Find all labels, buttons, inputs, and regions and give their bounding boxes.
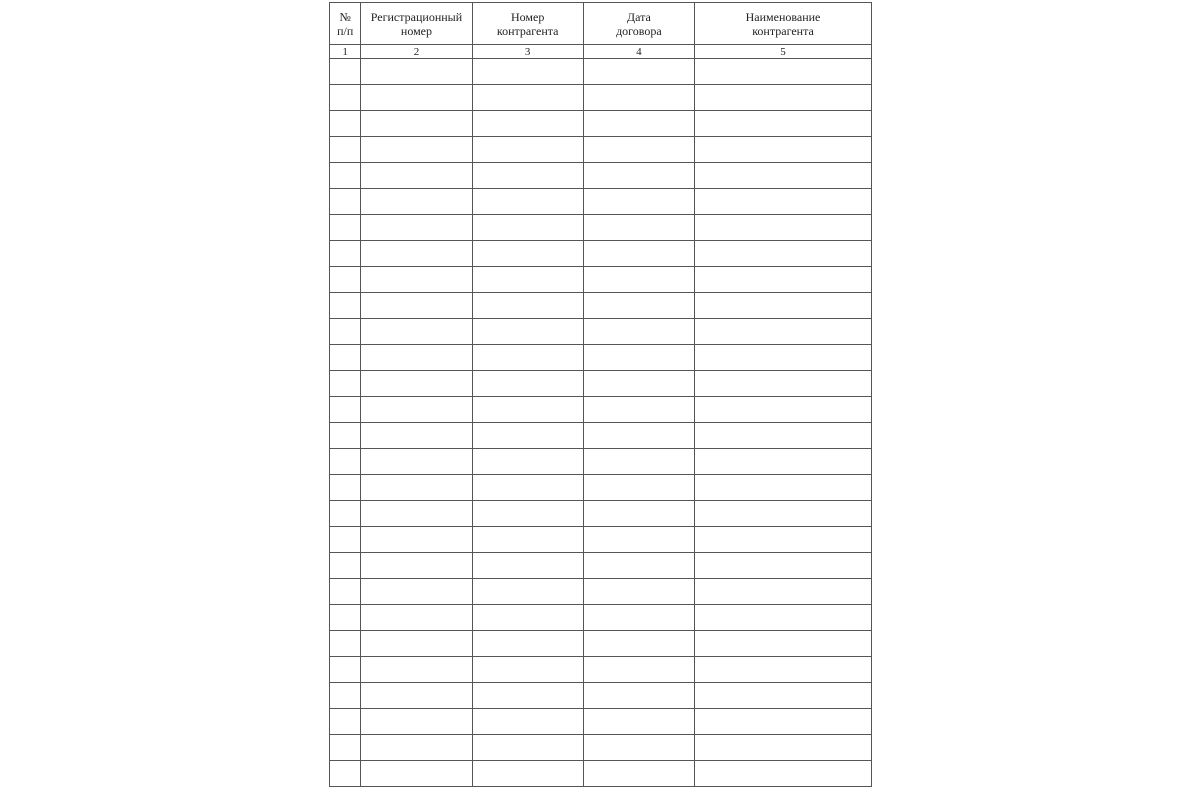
table-row [330, 449, 872, 475]
table-cell [330, 397, 361, 423]
table-cell [472, 709, 583, 735]
table-cell [361, 319, 472, 345]
table-cell [330, 189, 361, 215]
table-cell [472, 319, 583, 345]
table-cell [330, 111, 361, 137]
header-label: договора [616, 23, 662, 38]
table-row [330, 371, 872, 397]
table-cell [583, 371, 694, 397]
table-cell [361, 475, 472, 501]
table-row [330, 605, 872, 631]
table-cell [330, 371, 361, 397]
table-cell [330, 423, 361, 449]
table-cell [583, 423, 694, 449]
header-row [330, 3, 872, 45]
table-cell [695, 579, 872, 605]
table-cell [472, 657, 583, 683]
table-cell [330, 553, 361, 579]
table-cell [330, 683, 361, 709]
table-cell [583, 553, 694, 579]
header-cell-number [330, 3, 361, 45]
table-cell [361, 189, 472, 215]
table-cell [695, 761, 872, 787]
column-number-row [330, 45, 872, 59]
column-number: 4 [583, 45, 694, 59]
table-cell [472, 449, 583, 475]
table-row [330, 397, 872, 423]
header-label: № [339, 9, 351, 24]
table-cell [330, 319, 361, 345]
header-label: Наименование [745, 9, 821, 24]
table-cell [583, 137, 694, 163]
table-cell [472, 397, 583, 423]
table-cell [472, 605, 583, 631]
table-row [330, 553, 872, 579]
table-row [330, 657, 872, 683]
table-cell [330, 85, 361, 111]
table-cell [583, 189, 694, 215]
table-cell [695, 345, 872, 371]
table-cell [330, 59, 361, 85]
table-cell [472, 683, 583, 709]
header-label: контрагента [496, 23, 559, 38]
table-cell [583, 527, 694, 553]
table-cell [695, 111, 872, 137]
table-row [330, 137, 872, 163]
table-cell [695, 735, 872, 761]
table-cell [330, 293, 361, 319]
table-cell [472, 371, 583, 397]
table-cell [330, 501, 361, 527]
table-cell [583, 709, 694, 735]
table-row [330, 293, 872, 319]
table-cell [472, 59, 583, 85]
table-cell [695, 631, 872, 657]
header-label: контрагента [752, 23, 814, 38]
table-cell [583, 449, 694, 475]
column-number: 1 [330, 45, 361, 59]
table-cell [361, 449, 472, 475]
table-cell [472, 163, 583, 189]
register-table [329, 2, 872, 787]
table-cell [361, 85, 472, 111]
table-cell [472, 553, 583, 579]
table-cell [361, 709, 472, 735]
table-cell [361, 423, 472, 449]
column-number: 3 [472, 45, 583, 59]
column-number: 2 [361, 45, 472, 59]
table-cell [472, 579, 583, 605]
table-cell [695, 449, 872, 475]
header-cell-registration-number [361, 3, 472, 45]
header-cell-counterparty-name [695, 3, 872, 45]
table-cell [472, 85, 583, 111]
table-cell [472, 345, 583, 371]
table-cell [583, 735, 694, 761]
table-cell [583, 501, 694, 527]
table-cell [472, 241, 583, 267]
table-cell [583, 215, 694, 241]
table-cell [695, 371, 872, 397]
table-cell [695, 137, 872, 163]
header-cell-contract-date [583, 3, 694, 45]
table-cell [583, 657, 694, 683]
table-cell [330, 605, 361, 631]
header-label: Дата [626, 9, 651, 24]
table-cell [330, 735, 361, 761]
table-row [330, 215, 872, 241]
table-cell [695, 709, 872, 735]
table-cell [583, 579, 694, 605]
table-cell [583, 397, 694, 423]
table-cell [472, 501, 583, 527]
table-cell [695, 59, 872, 85]
header-label: номер [400, 23, 433, 38]
table-cell [361, 397, 472, 423]
table-cell [583, 605, 694, 631]
table-cell [695, 241, 872, 267]
table-cell [472, 475, 583, 501]
table-cell [330, 709, 361, 735]
table-cell [472, 267, 583, 293]
table-cell [583, 293, 694, 319]
table-cell [695, 423, 872, 449]
table-cell [583, 761, 694, 787]
table-cell [472, 215, 583, 241]
table-row [330, 85, 872, 111]
table-row [330, 761, 872, 787]
table-cell [695, 85, 872, 111]
table-cell [583, 111, 694, 137]
table-cell [330, 631, 361, 657]
column-number: 5 [695, 45, 872, 59]
table-cell [583, 59, 694, 85]
table-cell [695, 605, 872, 631]
table-cell [330, 137, 361, 163]
table-cell [583, 241, 694, 267]
table-row [330, 631, 872, 657]
table-cell [330, 267, 361, 293]
table-row [330, 527, 872, 553]
table-row [330, 241, 872, 267]
table-body [330, 59, 872, 787]
table-cell [330, 527, 361, 553]
table-cell [695, 189, 872, 215]
table-row [330, 423, 872, 449]
table-cell [361, 163, 472, 189]
table-cell [472, 189, 583, 215]
table-cell [695, 501, 872, 527]
table-cell [361, 761, 472, 787]
table-row [330, 501, 872, 527]
table-cell [361, 345, 472, 371]
table-cell [695, 319, 872, 345]
table-cell [361, 579, 472, 605]
table-row [330, 111, 872, 137]
table-cell [695, 293, 872, 319]
table-cell [583, 345, 694, 371]
header-label: Регистрационный [370, 9, 463, 24]
table-cell [472, 137, 583, 163]
table-row [330, 189, 872, 215]
table-cell [472, 293, 583, 319]
table-cell [695, 657, 872, 683]
table-row [330, 683, 872, 709]
table-cell [361, 59, 472, 85]
table-cell [361, 683, 472, 709]
table-cell [330, 345, 361, 371]
table-cell [695, 215, 872, 241]
table-cell [472, 423, 583, 449]
table-cell [695, 397, 872, 423]
table-cell [330, 215, 361, 241]
table-cell [330, 163, 361, 189]
table-cell [330, 449, 361, 475]
table-cell [695, 683, 872, 709]
table-cell [330, 657, 361, 683]
table-cell [330, 475, 361, 501]
table-cell [361, 553, 472, 579]
table-cell [361, 111, 472, 137]
table-cell [361, 215, 472, 241]
table-cell [361, 631, 472, 657]
table-cell [695, 267, 872, 293]
table-cell [583, 475, 694, 501]
table-row [330, 709, 872, 735]
header-label: п/п [337, 23, 354, 38]
table-cell [583, 319, 694, 345]
table-row [330, 735, 872, 761]
table-row [330, 345, 872, 371]
table-cell [361, 605, 472, 631]
table-cell [583, 683, 694, 709]
table-cell [583, 631, 694, 657]
table-cell [361, 735, 472, 761]
table-cell [361, 371, 472, 397]
table-cell [361, 293, 472, 319]
table-cell [695, 527, 872, 553]
header-cell-counterparty-number [472, 3, 583, 45]
table-cell [361, 657, 472, 683]
table-cell [472, 631, 583, 657]
table-cell [330, 579, 361, 605]
table-cell [472, 761, 583, 787]
table-cell [361, 241, 472, 267]
table-cell [695, 475, 872, 501]
table-cell [361, 267, 472, 293]
header-label: Номер [510, 9, 545, 24]
table-row [330, 475, 872, 501]
table-row [330, 163, 872, 189]
table-row [330, 319, 872, 345]
table-cell [361, 501, 472, 527]
table-row [330, 579, 872, 605]
table-cell [472, 735, 583, 761]
table-cell [361, 527, 472, 553]
table-cell [330, 761, 361, 787]
table-cell [695, 553, 872, 579]
table-row [330, 267, 872, 293]
table-cell [330, 241, 361, 267]
table-cell [361, 137, 472, 163]
table-row [330, 59, 872, 85]
table-cell [472, 111, 583, 137]
table-cell [583, 163, 694, 189]
table-cell [472, 527, 583, 553]
table-cell [583, 85, 694, 111]
table-cell [695, 163, 872, 189]
table-cell [583, 267, 694, 293]
